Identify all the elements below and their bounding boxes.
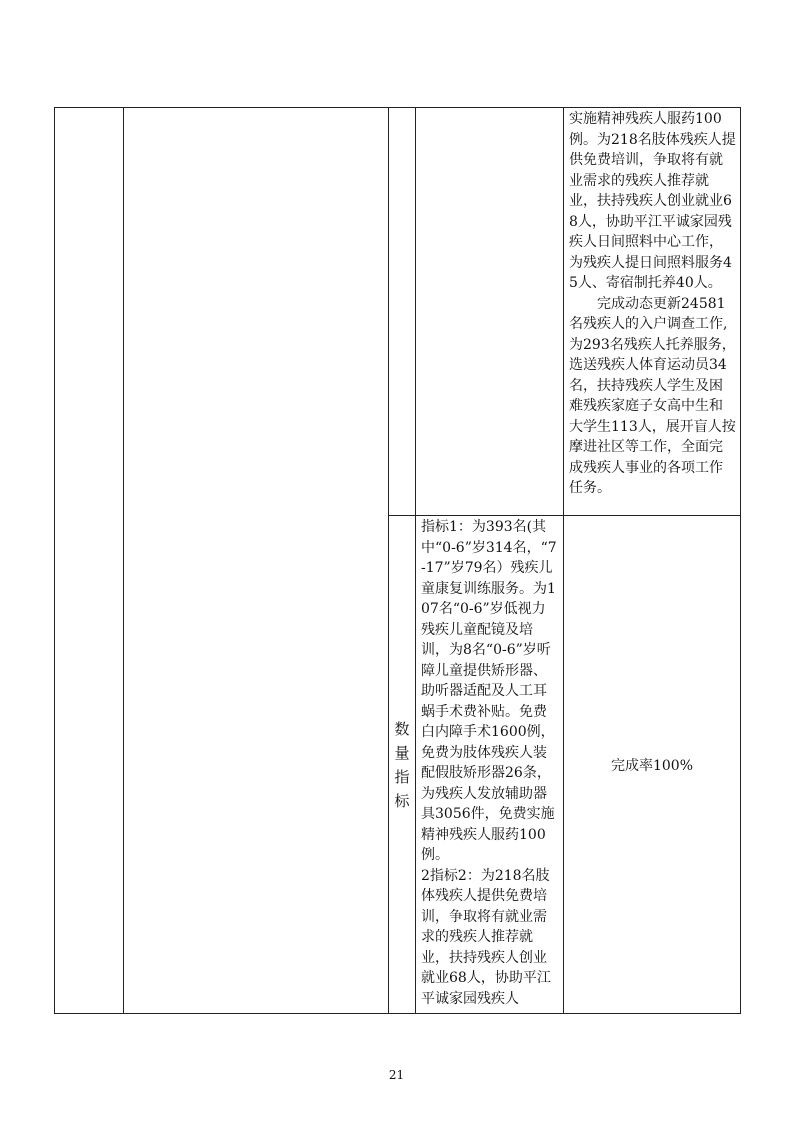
completion-narrative-text: 实施精神残疾人服药100例。为218名肢体残疾人提供免费培训，争取将有就业需求的残疾人推荐就业，扶持残疾人创业就业68人，协助平江平诚家园残疾人日间照料中心工作，为残疾人提日间照料服务45人、寄宿制托养40人。 完成动态更新24581名残疾人的入户调查工作,为293名残疾人托养服务，选送残疾人体育运动员34 名，扶持残疾人学生及困难残疾家庭子女高中生和大学生113人，展开盲人按摩进社区等工作，全面完成残疾人事业的各项工作任务。 (569, 111, 736, 496)
cell-blank-b (124, 108, 389, 1014)
indicator-type-label: 数 量 指 标 (394, 719, 410, 810)
indicator-content-text: 指标1：为393名(其中“0-6”岁314名，“7-17”岁79名）残疾儿童康复训练服务。为107名“0-6”岁低视力残疾儿童配镜及培训，为8名“0-6”岁听障儿童提供矫形器、助听器适配及人工耳蜗手术费补贴。免费白内障手术1600例，免费为肢体残疾人装配假肢矫形器26条，为残疾人发放辅助器具3056件，免费实施精神残疾人服药100例。 2指标2：为218名肢体残疾人提供免费培训，争取将有就业需求的残疾人推荐就业，扶持残疾人创业就业68人，协助平江平诚家园残疾人 (421, 519, 557, 1007)
cell-blank-d (416, 108, 564, 516)
cell-blank-c (389, 108, 416, 516)
cell-indicator-content (416, 516, 564, 1014)
cell-indicator-type (389, 516, 416, 1014)
cell-completion-narrative (564, 108, 741, 516)
cell-completion-rate (564, 516, 741, 1014)
table-row (55, 108, 741, 516)
cell-blank-a (55, 108, 124, 1014)
page-number: 21 (388, 1068, 405, 1082)
performance-table (54, 107, 741, 1014)
completion-rate-text: 完成率100% (610, 757, 694, 774)
